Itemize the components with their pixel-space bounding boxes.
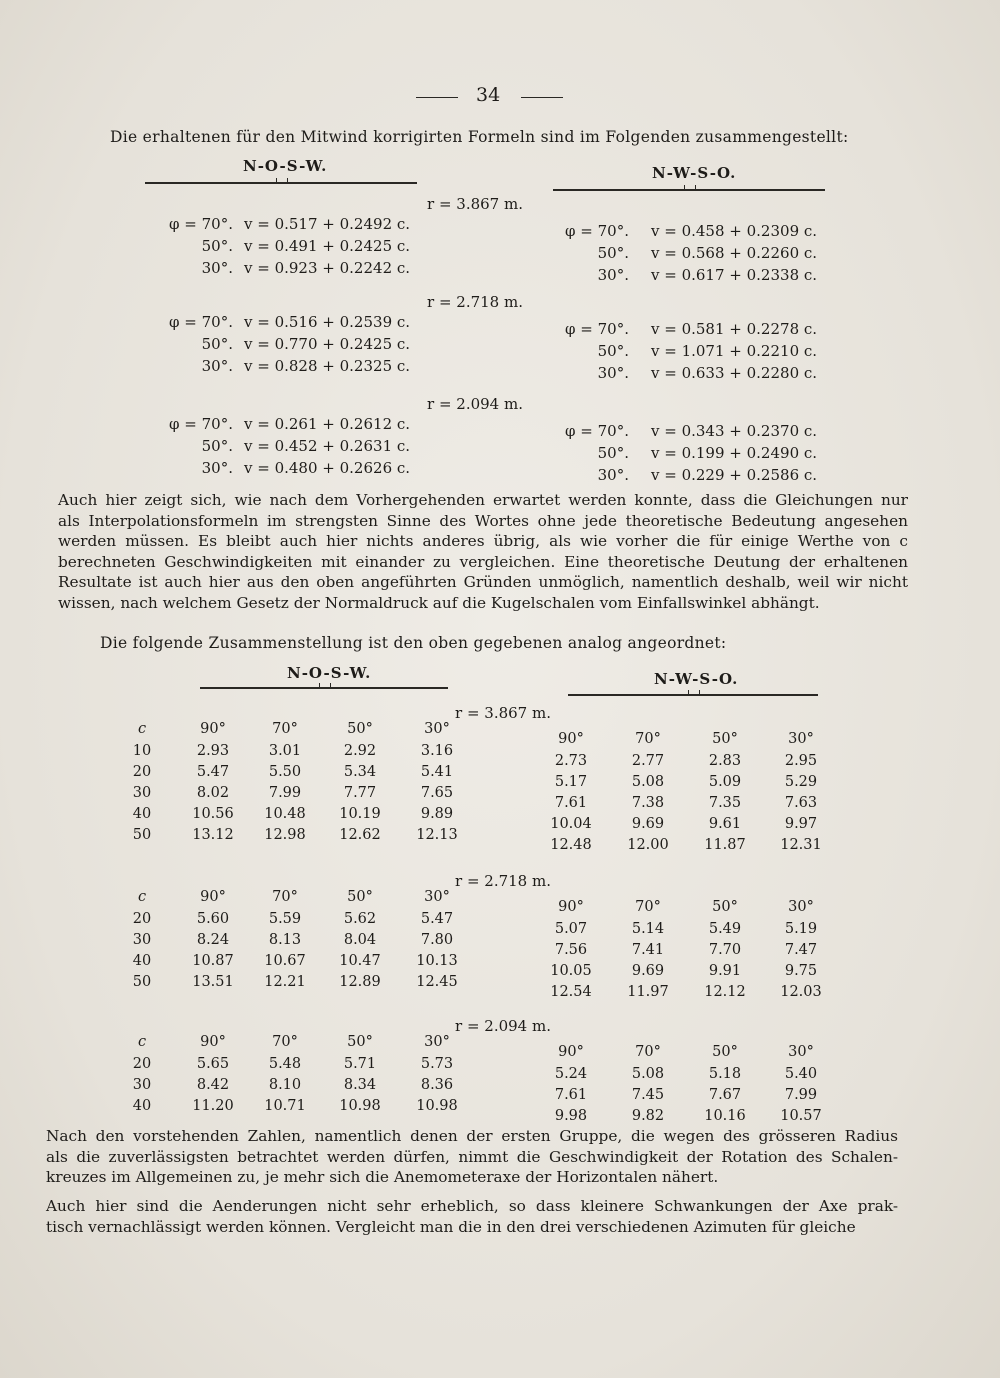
formula-angle: φ = 70°. <box>565 320 629 338</box>
c-column-label: c <box>137 889 147 905</box>
table-radius: r = 3.867 m. <box>455 704 551 722</box>
speed-cell-left: 7.77 <box>343 785 377 801</box>
formula-angle: 50°. <box>201 437 233 455</box>
speed-cell-left: 5.50 <box>268 764 302 780</box>
c-value: 30 <box>132 785 152 801</box>
speed-cell-right: 7.35 <box>708 795 742 811</box>
speed-cell-left: 10.87 <box>192 953 234 969</box>
speed-cell-left: 2.92 <box>343 743 377 759</box>
formula-equation: v = 0.517 + 0.2492 c. <box>244 215 411 233</box>
speed-cell-left: 8.42 <box>196 1077 230 1093</box>
angle-header-right: 30° <box>788 899 814 915</box>
speed-cell-right: 9.97 <box>784 816 818 832</box>
speed-cell-right: 12.12 <box>704 984 746 1000</box>
text-line: als die zuverlässigsten betrachtet werden dürfen, nimmt die Geschwindigkeit der Rotation des Schalen- <box>46 1147 898 1166</box>
speed-cell-left: 9.89 <box>420 806 454 822</box>
text-line: als Interpolationsformeln im strengsten Sinne des Wortes ohne jede theoretische Bedeutung angesehen <box>58 511 908 530</box>
paragraph-interpolation <box>58 490 908 613</box>
formula-radius: r = 3.867 m. <box>427 195 523 213</box>
angle-header-left: 70° <box>272 889 298 905</box>
formula-angle: 30°. <box>201 459 233 477</box>
table-radius: r = 2.718 m. <box>455 872 551 890</box>
c-value: 40 <box>132 1098 152 1114</box>
formula-brace-left <box>145 182 417 184</box>
angle-header-left: 90° <box>200 1034 226 1050</box>
formula-head-right: N-W-S-O. <box>652 164 737 182</box>
table-brace-right <box>568 694 818 696</box>
speed-cell-right: 7.38 <box>631 795 665 811</box>
speed-cell-right: 12.00 <box>627 837 669 853</box>
speed-cell-right: 9.61 <box>708 816 742 832</box>
speed-cell-left: 12.89 <box>339 974 381 990</box>
formula-equation: v = 0.458 + 0.2309 c. <box>651 222 818 240</box>
formula-equation: v = 0.491 + 0.2425 c. <box>244 237 411 255</box>
speed-cell-left: 3.01 <box>268 743 302 759</box>
speed-cell-left: 10.13 <box>416 953 458 969</box>
formula-angle: 50°. <box>597 444 629 462</box>
c-value: 10 <box>132 743 152 759</box>
formula-head-left: N-O-S-W. <box>243 157 328 175</box>
formula-angle: 50°. <box>597 244 629 262</box>
speed-cell-right: 12.03 <box>780 984 822 1000</box>
text-line: Nach den vorstehenden Zahlen, namentlich denen der ersten Gruppe, die wegen des grösseren Radius <box>46 1127 898 1145</box>
speed-cell-left: 8.36 <box>420 1077 454 1093</box>
speed-cell-right: 11.87 <box>704 837 746 853</box>
formula-angle: 30°. <box>201 357 233 375</box>
angle-header-left: 50° <box>347 1034 373 1050</box>
speed-cell-right: 2.95 <box>784 753 818 769</box>
speed-cell-left: 5.41 <box>420 764 454 780</box>
speed-cell-left: 7.99 <box>268 785 302 801</box>
speed-cell-right: 5.17 <box>554 774 588 790</box>
speed-cell-left: 11.20 <box>192 1098 234 1114</box>
speed-cell-left: 7.80 <box>420 932 454 948</box>
speed-cell-left: 12.98 <box>264 827 306 843</box>
speed-cell-left: 5.62 <box>343 911 377 927</box>
speed-cell-left: 5.47 <box>420 911 454 927</box>
formula-equation: v = 1.071 + 0.2210 c. <box>651 342 818 360</box>
speed-cell-right: 7.47 <box>784 942 818 958</box>
formula-equation: v = 0.828 + 0.2325 c. <box>244 357 411 375</box>
speed-cell-left: 5.48 <box>268 1056 302 1072</box>
speed-cell-left: 8.04 <box>343 932 377 948</box>
speed-cell-left: 5.71 <box>343 1056 377 1072</box>
angle-header-right: 90° <box>558 731 584 747</box>
speed-cell-left: 8.10 <box>268 1077 302 1093</box>
pagenum-dash-right <box>521 97 563 98</box>
angle-header-left: 30° <box>424 1034 450 1050</box>
intro-text: Die erhaltenen für den Mitwind korrigirten Formeln sind im Folgenden zusammengestellt: <box>110 128 849 146</box>
speed-cell-left: 8.13 <box>268 932 302 948</box>
formula-angle: 50°. <box>201 335 233 353</box>
speed-cell-left: 5.47 <box>196 764 230 780</box>
speed-cell-right: 5.09 <box>708 774 742 790</box>
speed-cell-left: 12.21 <box>264 974 306 990</box>
formula-angle: φ = 70°. <box>565 422 629 440</box>
speed-cell-right: 12.54 <box>550 984 592 1000</box>
angle-header-right: 70° <box>635 899 661 915</box>
formula-angle: 50°. <box>201 237 233 255</box>
angle-header-left: 90° <box>200 721 226 737</box>
formula-equation: v = 0.516 + 0.2539 c. <box>244 313 411 331</box>
speed-cell-right: 9.98 <box>554 1108 588 1124</box>
c-value: 40 <box>132 806 152 822</box>
speed-cell-left: 13.12 <box>192 827 234 843</box>
speed-cell-right: 9.82 <box>631 1108 665 1124</box>
formula-equation: v = 0.770 + 0.2425 c. <box>244 335 411 353</box>
angle-header-right: 30° <box>788 731 814 747</box>
angle-header-left: 30° <box>424 721 450 737</box>
c-value: 20 <box>132 764 152 780</box>
speed-cell-left: 5.34 <box>343 764 377 780</box>
c-column-label: c <box>137 1034 147 1050</box>
c-value: 20 <box>132 911 152 927</box>
page-number: 34 <box>476 84 501 106</box>
speed-cell-left: 5.65 <box>196 1056 230 1072</box>
speed-cell-left: 10.67 <box>264 953 306 969</box>
angle-header-right: 70° <box>635 731 661 747</box>
speed-cell-left: 10.98 <box>339 1098 381 1114</box>
speed-cell-left: 10.19 <box>339 806 381 822</box>
formula-angle: 50°. <box>597 342 629 360</box>
speed-cell-right: 7.61 <box>554 1087 588 1103</box>
angle-header-right: 90° <box>558 1044 584 1060</box>
speed-cell-right: 7.63 <box>784 795 818 811</box>
speed-cell-left: 7.65 <box>420 785 454 801</box>
c-column-label: c <box>137 721 147 737</box>
table-brace-left <box>200 687 448 689</box>
c-value: 50 <box>132 974 152 990</box>
angle-header-right: 50° <box>712 731 738 747</box>
formula-equation: v = 0.568 + 0.2260 c. <box>651 244 818 262</box>
text-line: Auch hier zeigt sich, wie nach dem Vorhergehenden erwartet werden konnte, dass die Gleichungen nur <box>58 491 908 509</box>
angle-header-left: 30° <box>424 889 450 905</box>
speed-cell-right: 2.73 <box>554 753 588 769</box>
speed-cell-left: 12.62 <box>339 827 381 843</box>
speed-cell-right: 2.77 <box>631 753 665 769</box>
text-line: werden müssen. Es bleibt auch hier nichts anderes übrig, als wie vorher die für einige Werthe von c <box>58 532 908 550</box>
speed-cell-right: 5.29 <box>784 774 818 790</box>
angle-header-left: 90° <box>200 889 226 905</box>
formula-angle: 30°. <box>597 266 629 284</box>
text-line: Auch hier sind die Aenderungen nicht sehr erheblich, so dass kleinere Schwankungen der Axe prak- <box>46 1197 898 1215</box>
c-value: 30 <box>132 1077 152 1093</box>
paragraph-arrangement: Die folgende Zusammenstellung ist den oben gegebenen analog angeordnet: <box>100 634 727 652</box>
speed-cell-right: 5.49 <box>708 921 742 937</box>
speed-cell-left: 5.60 <box>196 911 230 927</box>
speed-cell-right: 7.99 <box>784 1087 818 1103</box>
speed-cell-left: 5.59 <box>268 911 302 927</box>
speed-cell-right: 7.56 <box>554 942 588 958</box>
formula-equation: v = 0.923 + 0.2242 c. <box>244 259 411 277</box>
speed-cell-right: 9.75 <box>784 963 818 979</box>
speed-cell-right: 5.14 <box>631 921 665 937</box>
speed-cell-right: 11.97 <box>627 984 669 1000</box>
speed-cell-right: 9.69 <box>631 816 665 832</box>
formula-angle: φ = 70°. <box>169 313 233 331</box>
speed-cell-left: 10.56 <box>192 806 234 822</box>
speed-cell-right: 5.24 <box>554 1066 588 1082</box>
formula-equation: v = 0.343 + 0.2370 c. <box>651 422 818 440</box>
formula-brace-right <box>553 189 825 191</box>
formula-equation: v = 0.261 + 0.2612 c. <box>244 415 411 433</box>
formula-angle: 30°. <box>597 364 629 382</box>
speed-cell-right: 12.31 <box>780 837 822 853</box>
speed-cell-right: 9.69 <box>631 963 665 979</box>
speed-cell-left: 8.24 <box>196 932 230 948</box>
text-line: kreuzes im Allgemeinen zu, je mehr sich die Anemometeraxe der Horizontalen nähert. <box>46 1168 719 1186</box>
speed-cell-left: 10.71 <box>264 1098 306 1114</box>
formula-equation: v = 0.617 + 0.2338 c. <box>651 266 818 284</box>
angle-header-left: 70° <box>272 1034 298 1050</box>
c-value: 20 <box>132 1056 152 1072</box>
text-line: tisch vernachlässigt werden können. Vergleicht man die in den drei verschiedenen Azimuten für gleiche <box>46 1217 856 1236</box>
formula-angle: φ = 70°. <box>169 215 233 233</box>
speed-cell-left: 8.34 <box>343 1077 377 1093</box>
speed-cell-left: 13.51 <box>192 974 234 990</box>
speed-cell-right: 10.05 <box>550 963 592 979</box>
angle-header-right: 30° <box>788 1044 814 1060</box>
c-value: 40 <box>132 953 152 969</box>
paragraph-conclusion <box>46 1126 898 1188</box>
formula-equation: v = 0.633 + 0.2280 c. <box>651 364 818 382</box>
table-head-right: N-W-S-O. <box>654 670 739 688</box>
speed-cell-right: 7.45 <box>631 1087 665 1103</box>
formula-angle: φ = 70°. <box>565 222 629 240</box>
formula-equation: v = 0.452 + 0.2631 c. <box>244 437 411 455</box>
formula-equation: v = 0.581 + 0.2278 c. <box>651 320 818 338</box>
speed-cell-right: 12.48 <box>550 837 592 853</box>
speed-cell-right: 10.57 <box>780 1108 822 1124</box>
text-line: Resultate ist auch hier aus den oben angeführten Gründen unmöglich, namentlich deshalb, weil wir nicht <box>58 573 908 591</box>
speed-cell-left: 12.45 <box>416 974 458 990</box>
c-value: 50 <box>132 827 152 843</box>
table-head-left: N-O-S-W. <box>287 664 372 682</box>
speed-cell-right: 2.83 <box>708 753 742 769</box>
formula-angle: 30°. <box>201 259 233 277</box>
angle-header-left: 50° <box>347 889 373 905</box>
speed-cell-left: 10.98 <box>416 1098 458 1114</box>
speed-cell-right: 5.19 <box>784 921 818 937</box>
speed-cell-left: 2.93 <box>196 743 230 759</box>
angle-header-left: 50° <box>347 721 373 737</box>
speed-cell-right: 7.41 <box>631 942 665 958</box>
speed-cell-left: 3.16 <box>420 743 454 759</box>
formula-equation: v = 0.229 + 0.2586 c. <box>651 466 818 484</box>
speed-cell-right: 7.61 <box>554 795 588 811</box>
angle-header-right: 50° <box>712 1044 738 1060</box>
speed-cell-right: 5.40 <box>784 1066 818 1082</box>
speed-cell-left: 5.73 <box>420 1056 454 1072</box>
formula-angle: 30°. <box>597 466 629 484</box>
text-line: wissen, nach welchem Gesetz der Normaldruck auf die Kugelschalen vom Einfallswinkel abhängt. <box>58 593 820 612</box>
table-radius: r = 2.094 m. <box>455 1017 551 1035</box>
paragraph-changes <box>46 1196 898 1237</box>
text-line: berechneten Geschwindigkeiten mit einander zu vergleichen. Eine theoretische Deutung der erhaltenen <box>58 552 908 571</box>
angle-header-right: 50° <box>712 899 738 915</box>
speed-cell-left: 10.47 <box>339 953 381 969</box>
speed-cell-right: 7.67 <box>708 1087 742 1103</box>
angle-header-right: 70° <box>635 1044 661 1060</box>
speed-cell-right: 5.18 <box>708 1066 742 1082</box>
speed-cell-left: 12.13 <box>416 827 458 843</box>
formula-radius: r = 2.718 m. <box>427 293 523 311</box>
c-value: 30 <box>132 932 152 948</box>
speed-cell-right: 5.08 <box>631 1066 665 1082</box>
formula-equation: v = 0.199 + 0.2490 c. <box>651 444 818 462</box>
speed-cell-right: 9.91 <box>708 963 742 979</box>
angle-header-left: 70° <box>272 721 298 737</box>
formula-radius: r = 2.094 m. <box>427 395 523 413</box>
speed-cell-right: 10.16 <box>704 1108 746 1124</box>
speed-cell-right: 10.04 <box>550 816 592 832</box>
formula-angle: φ = 70°. <box>169 415 233 433</box>
angle-header-right: 90° <box>558 899 584 915</box>
speed-cell-left: 10.48 <box>264 806 306 822</box>
pagenum-dash-left <box>416 97 458 98</box>
speed-cell-right: 5.08 <box>631 774 665 790</box>
formula-equation: v = 0.480 + 0.2626 c. <box>244 459 411 477</box>
speed-cell-right: 7.70 <box>708 942 742 958</box>
speed-cell-left: 8.02 <box>196 785 230 801</box>
speed-cell-right: 5.07 <box>554 921 588 937</box>
